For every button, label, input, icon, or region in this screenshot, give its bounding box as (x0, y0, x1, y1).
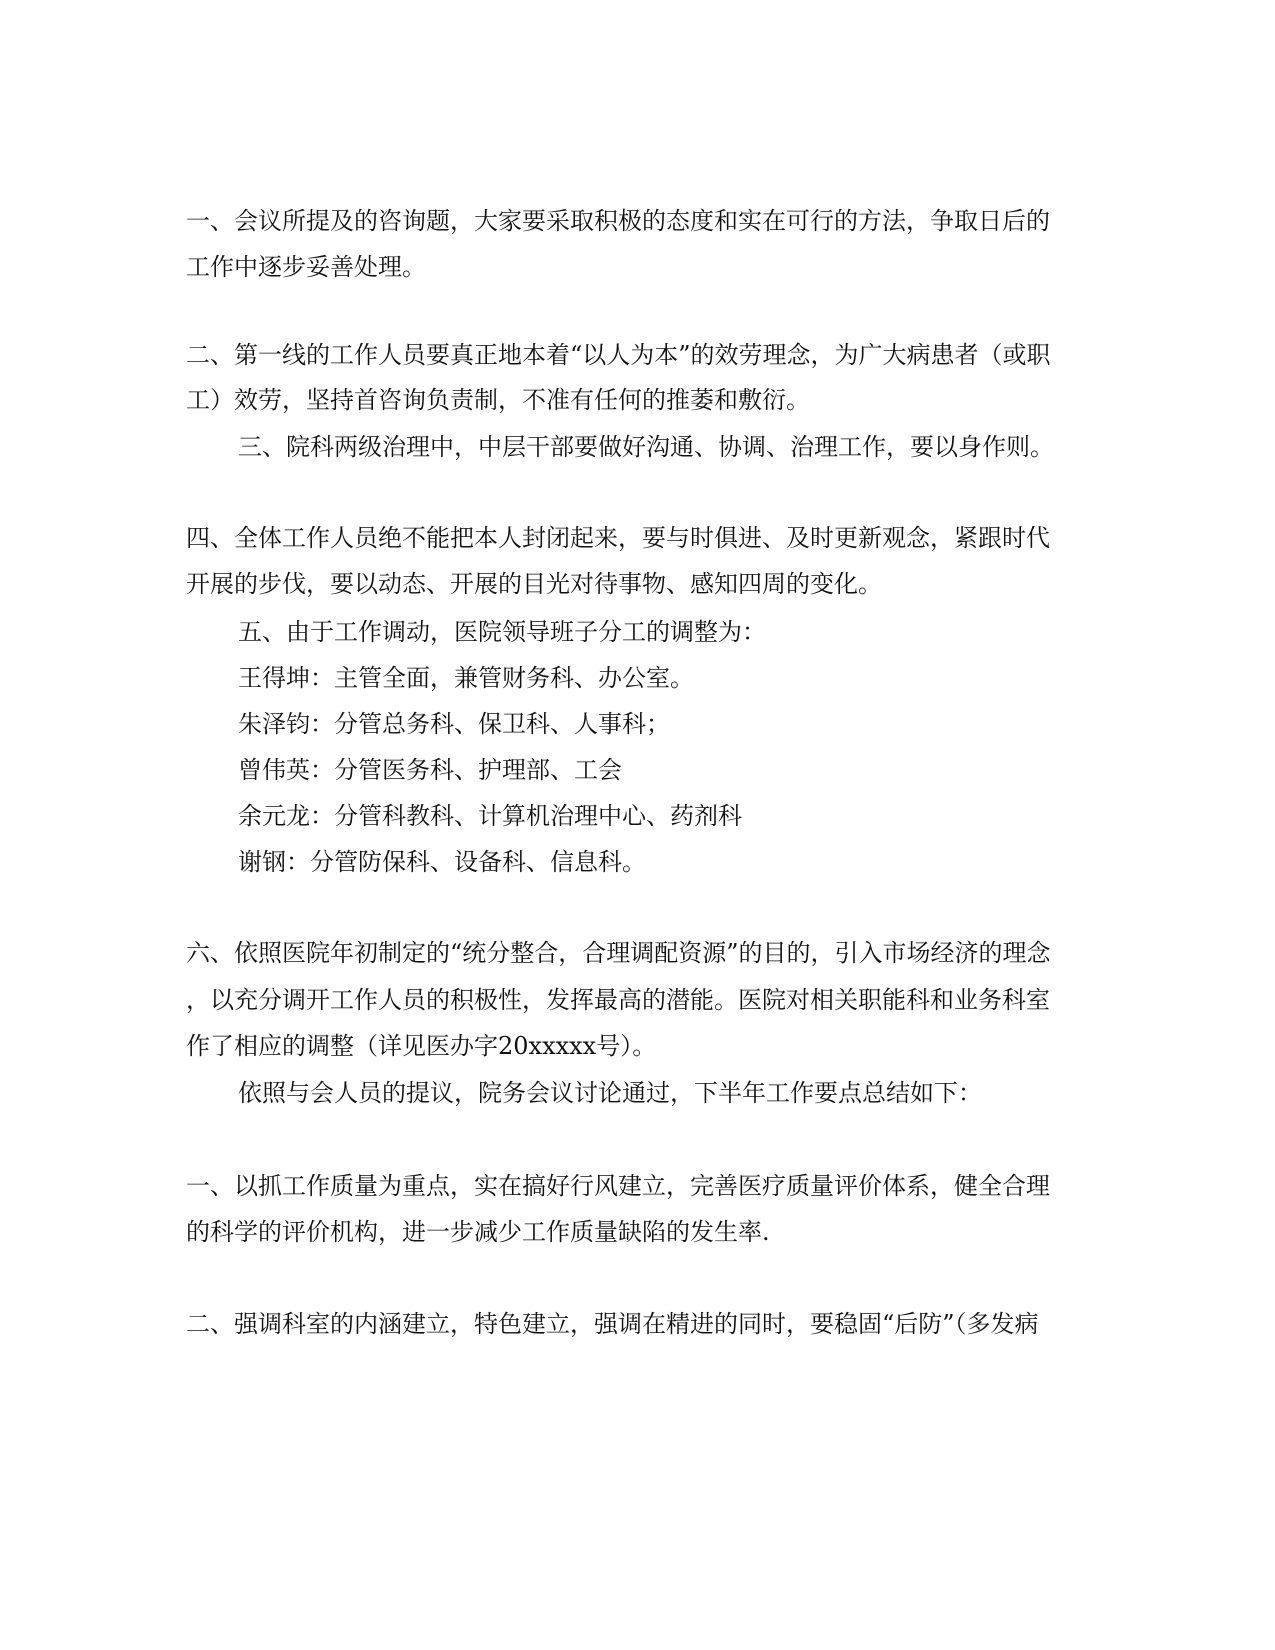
paragraph-2-line-2: 工）效劳，坚持首咨询负责制，不准有任何的推萎和敷衍。 (186, 386, 810, 414)
paragraph-1-line-1: 一、会议所提及的咨询题，大家要采取积极的态度和实在可行的方法，争取日后的 (186, 207, 1050, 235)
paragraph-5-line-1: 五、由于工作调动，医院领导班子分工的调整为： (238, 618, 766, 646)
assignment-line-1: 王得坤：主管全面，兼管财务科、办公室。 (238, 664, 694, 692)
paragraph-1-line-2: 工作中逐步妥善处理。 (186, 253, 426, 281)
paragraph-6-line-2: ，以充分调开工作人员的积极性，发挥最高的潜能。医院对相关职能科和业务科室 (186, 986, 1050, 1014)
assignment-line-3: 曾伟英：分管医务科、护理部、工会 (238, 756, 622, 784)
assignment-line-2: 朱泽钧：分管总务科、保卫科、人事科； (238, 710, 670, 738)
work-point-1-line-2: 的科学的评价机构，进一步减少工作质量缺陷的发生率. (186, 1218, 770, 1246)
assignment-line-5: 谢钢：分管防保科、设备科、信息科。 (238, 848, 646, 876)
paragraph-4-line-2: 开展的步伐，要以动态、开展的目光对待事物、感知四周的变化。 (186, 570, 882, 598)
paragraph-3-line-1: 三、院科两级治理中，中层干部要做好沟通、协调、治理工作，要以身作则。 (238, 433, 1054, 461)
paragraph-6-line-1: 六、依照医院年初制定的“统分整合，合理调配资源”的目的，引入市场经济的理念 (186, 939, 1051, 967)
paragraph-6-line-3: 作了相应的调整（详见医办字20xxxxx号）。 (186, 1032, 657, 1060)
work-point-2-line-1: 二、强调科室的内涵建立，特色建立，强调在精进的同时，要稳固“后防”（多发病 (186, 1310, 1039, 1338)
assignment-line-4: 余元龙：分管科教科、计算机治理中心、药剂科 (238, 802, 742, 830)
work-point-1-line-1: 一、以抓工作质量为重点，实在搞好行风建立，完善医疗质量评价体系，健全合理 (186, 1172, 1050, 1200)
paragraph-2-line-1: 二、第一线的工作人员要真正地本着“以人为本”的效劳理念，为广大病患者（或职 (186, 341, 1051, 369)
paragraph-4-line-1: 四、全体工作人员绝不能把本人封闭起来，要与时俱进、及时更新观念，紧跟时代 (186, 524, 1050, 552)
summary-intro-line: 依照与会人员的提议，院务会议讨论通过，下半年工作要点总结如下： (238, 1079, 982, 1107)
